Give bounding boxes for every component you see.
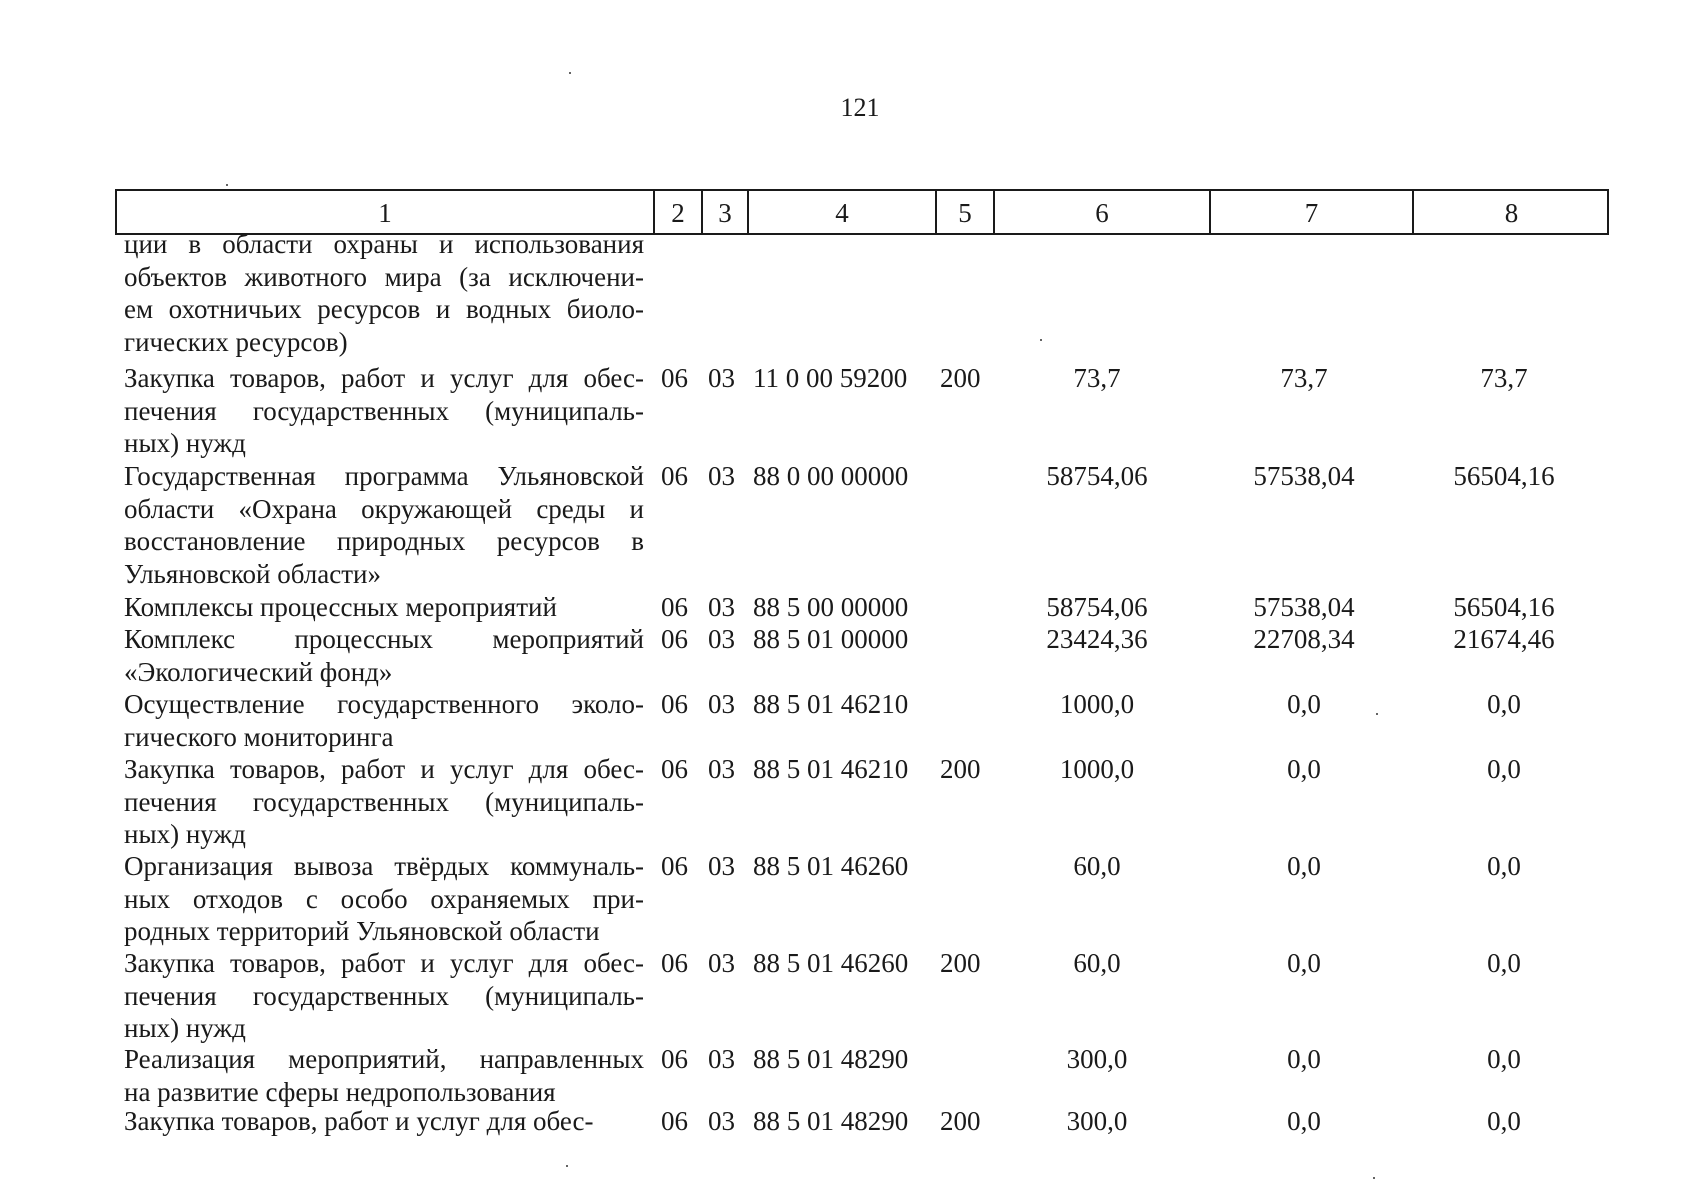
cell-col-2: 06 <box>661 624 688 654</box>
cell-col-2: 06 <box>661 461 688 491</box>
cell-col-4: 88 5 01 46210 <box>753 689 909 719</box>
cell-col-6: 58754,06 <box>1046 592 1148 622</box>
row-name-line: Закупка товаров, работ и услуг для обес- <box>124 1106 594 1136</box>
row-name-line: на развитие сферы недропользования <box>124 1076 556 1107</box>
cell-col-3: 03 <box>708 1106 735 1136</box>
cell-col-7: 0,0 <box>1287 689 1321 719</box>
row-name-line: печения государственных (муниципаль- <box>124 786 644 817</box>
cell-col-2: 06 <box>661 948 688 978</box>
row-name <box>124 362 644 460</box>
row-name-line: печения государственных (муниципаль- <box>124 980 644 1011</box>
cell-col-4: 88 5 01 46260 <box>753 851 909 881</box>
row-name <box>124 688 644 753</box>
cell-col-7: 57538,04 <box>1253 461 1355 491</box>
header-col-7: 7 <box>1211 191 1414 233</box>
cell-col-4: 88 5 00 00000 <box>753 592 909 622</box>
cell-col-8: 0,0 <box>1487 1044 1521 1074</box>
row-name-line: Осуществление государственного эколо- <box>124 689 644 719</box>
cell-col-8: 0,0 <box>1487 948 1521 978</box>
cell-col-4: 88 5 01 48290 <box>753 1106 909 1136</box>
cell-col-6: 60,0 <box>1073 948 1121 978</box>
cell-col-6: 300,0 <box>1066 1044 1128 1074</box>
cell-col-4: 88 5 01 00000 <box>753 624 909 654</box>
cell-col-7: 57538,04 <box>1253 592 1355 622</box>
row-name-line: Закупка товаров, работ и услуг для обес- <box>124 754 644 784</box>
row-name-line: Комплексы процессных мероприятий <box>124 592 557 622</box>
row-name-line: Закупка товаров, работ и услуг для обес- <box>124 948 644 978</box>
cell-col-3: 03 <box>708 461 735 491</box>
row-name-line: ем охотничьих ресурсов и водных биоло- <box>124 294 644 324</box>
row-name-line: ных отходов с особо охраняемых при- <box>124 883 644 914</box>
scan-speck <box>1040 339 1042 341</box>
cell-col-6: 73,7 <box>1073 363 1121 393</box>
cell-col-3: 03 <box>708 689 735 719</box>
cell-col-2: 06 <box>661 1106 688 1136</box>
row-name <box>124 753 644 851</box>
row-name <box>124 947 644 1045</box>
cell-col-7: 0,0 <box>1287 948 1321 978</box>
cell-col-4: 88 5 01 46260 <box>753 948 909 978</box>
cell-col-3: 03 <box>708 592 735 622</box>
row-name-line: Комплекс процессных мероприятий <box>124 624 644 654</box>
scan-speck <box>1376 713 1378 715</box>
cell-col-5: 200 <box>940 948 981 978</box>
row-name-line: ных) нужд <box>124 428 246 458</box>
cell-col-5: 200 <box>940 363 981 393</box>
cell-col-2: 06 <box>661 592 688 622</box>
row-name-line: области «Охрана окружающей среды и <box>124 493 644 524</box>
row-name <box>124 1043 644 1108</box>
row-name-line: ных) нужд <box>124 819 246 849</box>
cell-col-2: 06 <box>661 754 688 784</box>
row-name-line: гического мониторинга <box>124 721 394 752</box>
cell-col-3: 03 <box>708 624 735 654</box>
cell-col-8: 73,7 <box>1480 363 1528 393</box>
row-name-line: родных территорий Ульяновской области <box>124 916 600 946</box>
scan-speck <box>566 1165 568 1167</box>
cell-col-8: 0,0 <box>1487 689 1521 719</box>
row-name-line: Организация вывоза твёрдых коммуналь- <box>124 851 644 881</box>
cell-col-6: 1000,0 <box>1059 689 1135 719</box>
cell-col-6: 1000,0 <box>1059 754 1135 784</box>
cell-col-7: 0,0 <box>1287 754 1321 784</box>
row-name-line: Ульяновской области» <box>124 558 382 589</box>
cell-col-5: 200 <box>940 754 981 784</box>
cell-col-4: 11 0 00 59200 <box>753 363 908 393</box>
row-name <box>124 460 644 590</box>
header-col-6: 6 <box>995 191 1211 233</box>
header-col-5: 5 <box>937 191 995 233</box>
row-name-line: ции в области охраны и использования <box>124 229 644 259</box>
scan-speck <box>569 72 571 74</box>
cell-col-2: 06 <box>661 851 688 881</box>
row-name <box>124 591 644 624</box>
row-name-line: ных) нужд <box>124 1013 246 1043</box>
cell-col-6: 23424,36 <box>1046 624 1148 654</box>
header-col-2: 2 <box>655 191 703 233</box>
cell-col-7: 0,0 <box>1287 1044 1321 1074</box>
row-name-line: Реализация мероприятий, направленных <box>124 1044 644 1074</box>
cell-col-4: 88 0 00 00000 <box>753 461 909 491</box>
cell-col-3: 03 <box>708 851 735 881</box>
cell-col-7: 22708,34 <box>1253 624 1355 654</box>
cell-col-6: 60,0 <box>1073 851 1121 881</box>
cell-col-6: 58754,06 <box>1046 461 1148 491</box>
page-number: 121 <box>840 93 880 122</box>
cell-col-2: 06 <box>661 689 688 719</box>
row-name <box>124 850 644 948</box>
row-name-line: Закупка товаров, работ и услуг для обес- <box>124 363 644 393</box>
cell-col-3: 03 <box>708 754 735 784</box>
cell-col-8: 21674,46 <box>1453 624 1555 654</box>
cell-col-3: 03 <box>708 363 735 393</box>
row-name-line: печения государственных (муниципаль- <box>124 395 644 426</box>
cell-col-2: 06 <box>661 363 688 393</box>
cell-col-7: 73,7 <box>1280 363 1328 393</box>
cell-col-4: 88 5 01 48290 <box>753 1044 909 1074</box>
cell-col-6: 300,0 <box>1066 1106 1128 1136</box>
scan-speck <box>1373 1177 1375 1179</box>
cell-col-8: 56504,16 <box>1453 461 1555 491</box>
row-name-line: «Экологический фонд» <box>124 656 393 687</box>
scan-speck <box>226 184 228 186</box>
row-name-line: Государственная программа Ульяновской <box>124 461 644 491</box>
header-col-8: 8 <box>1504 198 1519 228</box>
cell-col-8: 0,0 <box>1487 754 1521 784</box>
row-name-line: гических ресурсов) <box>124 326 348 357</box>
cell-col-8: 0,0 <box>1487 851 1521 881</box>
row-name-line: объектов животного мира (за исключени- <box>124 261 644 292</box>
cell-col-8: 0,0 <box>1487 1106 1521 1136</box>
cell-col-4: 88 5 01 46210 <box>753 754 909 784</box>
cell-col-7: 0,0 <box>1287 851 1321 881</box>
cell-col-7: 0,0 <box>1287 1106 1321 1136</box>
cell-col-5: 200 <box>940 1106 981 1136</box>
row-name-line: восстановление природных ресурсов в <box>124 526 644 556</box>
row-name <box>124 228 644 358</box>
header-col-1: 1 <box>117 191 655 233</box>
cell-col-8: 56504,16 <box>1453 592 1555 622</box>
cell-col-2: 06 <box>661 1044 688 1074</box>
cell-col-3: 03 <box>708 948 735 978</box>
row-name <box>124 1105 644 1138</box>
cell-col-3: 03 <box>708 1044 735 1074</box>
header-col-3: 3 <box>703 191 749 233</box>
header-col-4: 4 <box>749 191 937 233</box>
row-name <box>124 623 644 688</box>
